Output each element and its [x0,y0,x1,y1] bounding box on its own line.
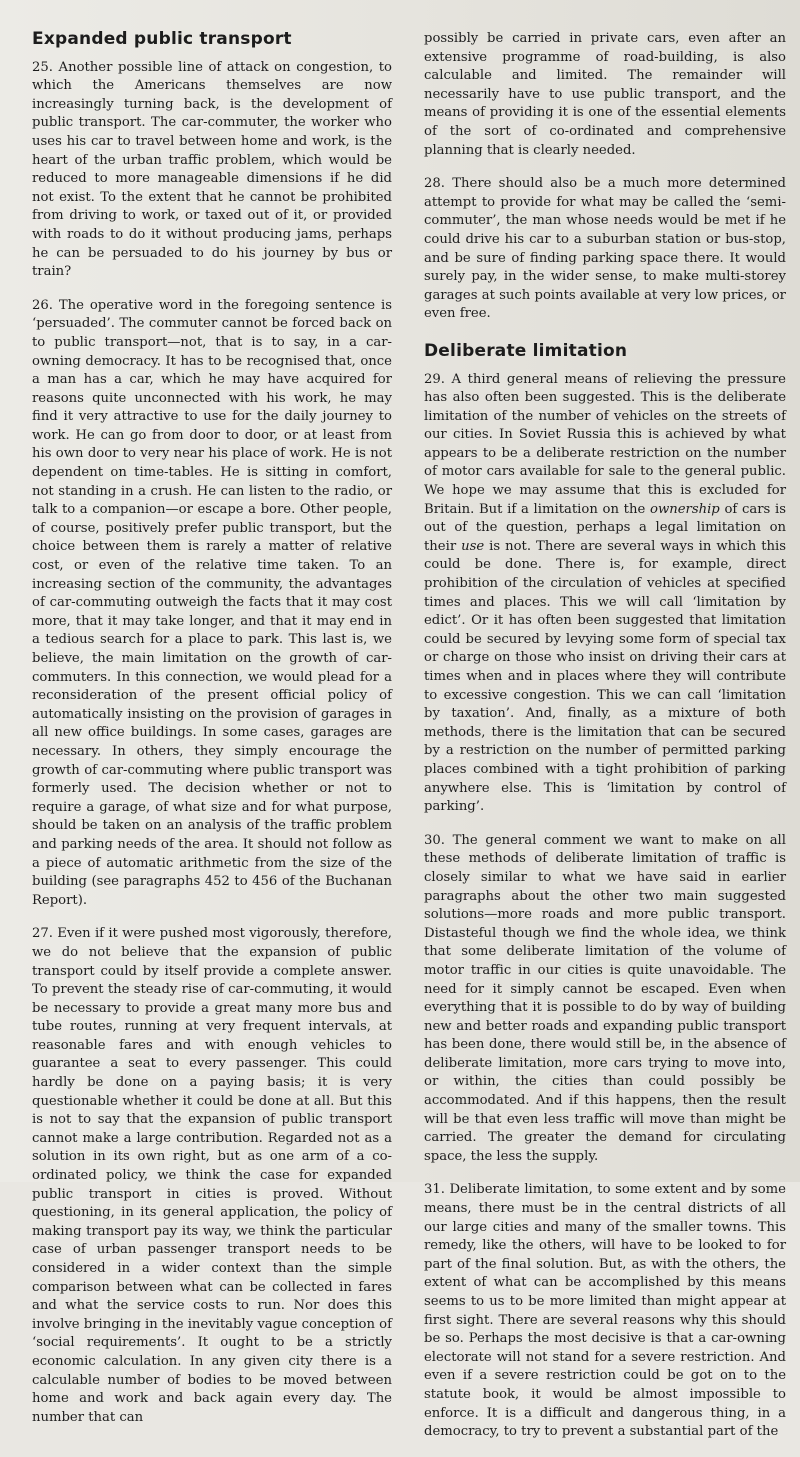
paragraph-29-part-3: is not. There are several ways in which this could be done. There is, for example, direct prohibition of the circulation of vehicles at specified times and places. This we will call ‘limitation by edict’. Or it has often been suggested that limitation could be secured by levying some form of special tax or charge on those who insist on driving their cars at times when and in places where they will contribute to excessive congestion. This we can call ‘limitation by taxation’. And, finally, as a mixture of both methods, there is the limitation that can be secured by a restriction on the number of permitted parking places combined with a tight prohibition of parking anywhere else. This is ‘limitation by control of parking’. [424,538,787,815]
paragraph-29-part-1: 29. A third general means of relieving the pressure has also often been suggested. This is the deliberate limitation of the number of vehicles on the streets of our cities. In Soviet Russia this is achieved by what appears to be a deliberate restriction on the number of motor cars available for sale to the general public. We hope we may assume that this is excluded for Britain. But if a limitation on the [424,371,786,517]
paragraph-28: 28. There should also be a much more determined attempt to provide for what may be called the ‘semi-commuter’, the man whose needs would be met if he could drive his car to a suburban station or bus-stop, and be sure of finding parking space there. It would surely pay, in the wider sense, to make multi-storey garages at such points available at very low prices, or even free. [424,176,786,322]
paragraph-30: 30. The general comment we want to make on all these methods of deliberate limitation of traffic is closely similar to what we have said in earlier paragraphs about the other two main suggested solutions—more roads and more public transport. Distasteful though we find the whole idea, we think that some deliberate limitation of the volume of motor traffic in our cities is quite unavoidable. The need for it simply cannot be escaped. Even when everything that it is possible to do by way of building new and better roads and expanding public transport has been done, there would still be, in the absence of deliberate limitation, more cars trying to move into, or within, the cities than could possibly be accommodated. And if this happens, then the result will be that even less traffic will move than might be carried. The greater the demand for circulating space, the less the supply. [424,832,786,1164]
emphasis-use: use [461,538,485,554]
paragraph-29-part-2: of cars is out of the question, perhaps a legal limitation on their [424,501,787,554]
right-column [424,30,786,1457]
left-column [32,30,392,1442]
emphasis-ownership: ownership [650,501,720,517]
paragraph-26: 26. The operative word in the foregoing sentence is ‘persuaded’. The commuter cannot be forced back on to public transport—not, that is to say, in a car-owning democracy. It has to be recognised that, once a man has a car, which he may have acquired for reasons quite unconnected with his work, he may find it very attractive to use for the daily journey to work. He can go from door to door, or at least from his own door to very near his place of work. He is not dependent on time-tables. He is sitting in comfort, not standing in a crush. He can listen to the radio, or talk to a companion—or escape a bore. Other people, of course, positively prefer public transport, but the choice between them is rarely a matter of relative cost, or even of the relative time taken. To an increasing section of the community, the advantages of car-commuting outweigh the facts that it may cost more, that it may take longer, and that it may end in a tedious search for a place to park. This last is, we believe, the main limitation on the growth of car-commuters. In this connection, we would plead for a reconsideration of the present official policy of automatically insisting on the provision of garages in all new office buildings. In some cases, garages are necessary. In others, they simply encourage the growth of car-commuting where public transport was formerly used. The decision whether or not to require a garage, of what size and for what purpose, should be taken on an analysis of the traffic problem and parking needs of the area. It should not follow as a piece of automatic arithmetic from the size of the building (see paragraphs 452 to 456 of the Buchanan Report). [32,297,392,908]
paragraph-25: 25. Another possible line of attack on congestion, to which the Americans themselves are now increasingly turning back, is the development of public transport. The car-commuter, the worker who uses his car to travel between home and work, is the heart of the urban traffic problem, which would be reduced to more manageable dimensions if he did not exist. To the extent that he cannot be prohibited from driving to work, or taxed out of it, or provided with roads to do it without producing jams, perhaps he can be persuaded to do his journey by bus or train? [32,59,392,280]
paragraph-29 [424,371,786,817]
paragraph-27: 27. Even if it were pushed most vigorously, therefore, we do not believe that the expansion of public transport could by itself provide a complete answer. To prevent the steady rise of car-commuting, it would be necessary to provide a great many more bus and tube routes, running at very frequent intervals, at reasonable fares and with enough vehicles to guarantee a seat to every passenger. This could hardly be done on a paying basis; it is very questionable whether it could be done at all. But this is not to say that the expansion of public transport cannot make a large contribution. Regarded not as a solution in its own right, but as one arm of a co-ordinated policy, we think the case for expanded public transport in cities is proved. Without questioning, in its general application, the policy of making transport pay its way, we think the particular case of urban passenger transport needs to be considered in a wider context than the simple comparison between what can be collected in fares and what the service costs to run. Nor does this involve bringing in the inevitably vague conception of ‘social requirements’. It ought to be a strictly economic calculation. In any given city there is a calculable number of bodies to be moved between home and work and back again every day. The number that can [32,926,393,1425]
section-heading-deliberate-limitation: Deliberate limitation [424,340,628,361]
paragraph-31: 31. Deliberate limitation, to some extent and by some means, there must be in the central districts of all our large cities and many of the smaller towns. This remedy, like the others, will have to be looked to for part of the final solution. But, as with the others, the extent of what can be accomplished by this means seems to us to be more limited than might appear at first sight. There are several reasons why this should be so. Perhaps the most decisive is that a car-owning electorate will not stand for a severe restriction. And even if a severe restriction could be got on to the statute book, it would be almost impossible to enforce. It is a difficult and dangerous thing, in a democracy, to try to prevent a substantial part of the [424,1182,786,1440]
paragraph-27-continued: possibly be carried in private cars, even after an extensive programme of road-building, is also calculable and limited. The remainder will necessarily have to use public transport, and the means of providing it is one of the essential elements of the sort of co-ordinated and comprehensive planning that is clearly needed. [424,31,786,158]
section-heading-expanded-public-transport: Expanded public transport [32,29,292,49]
